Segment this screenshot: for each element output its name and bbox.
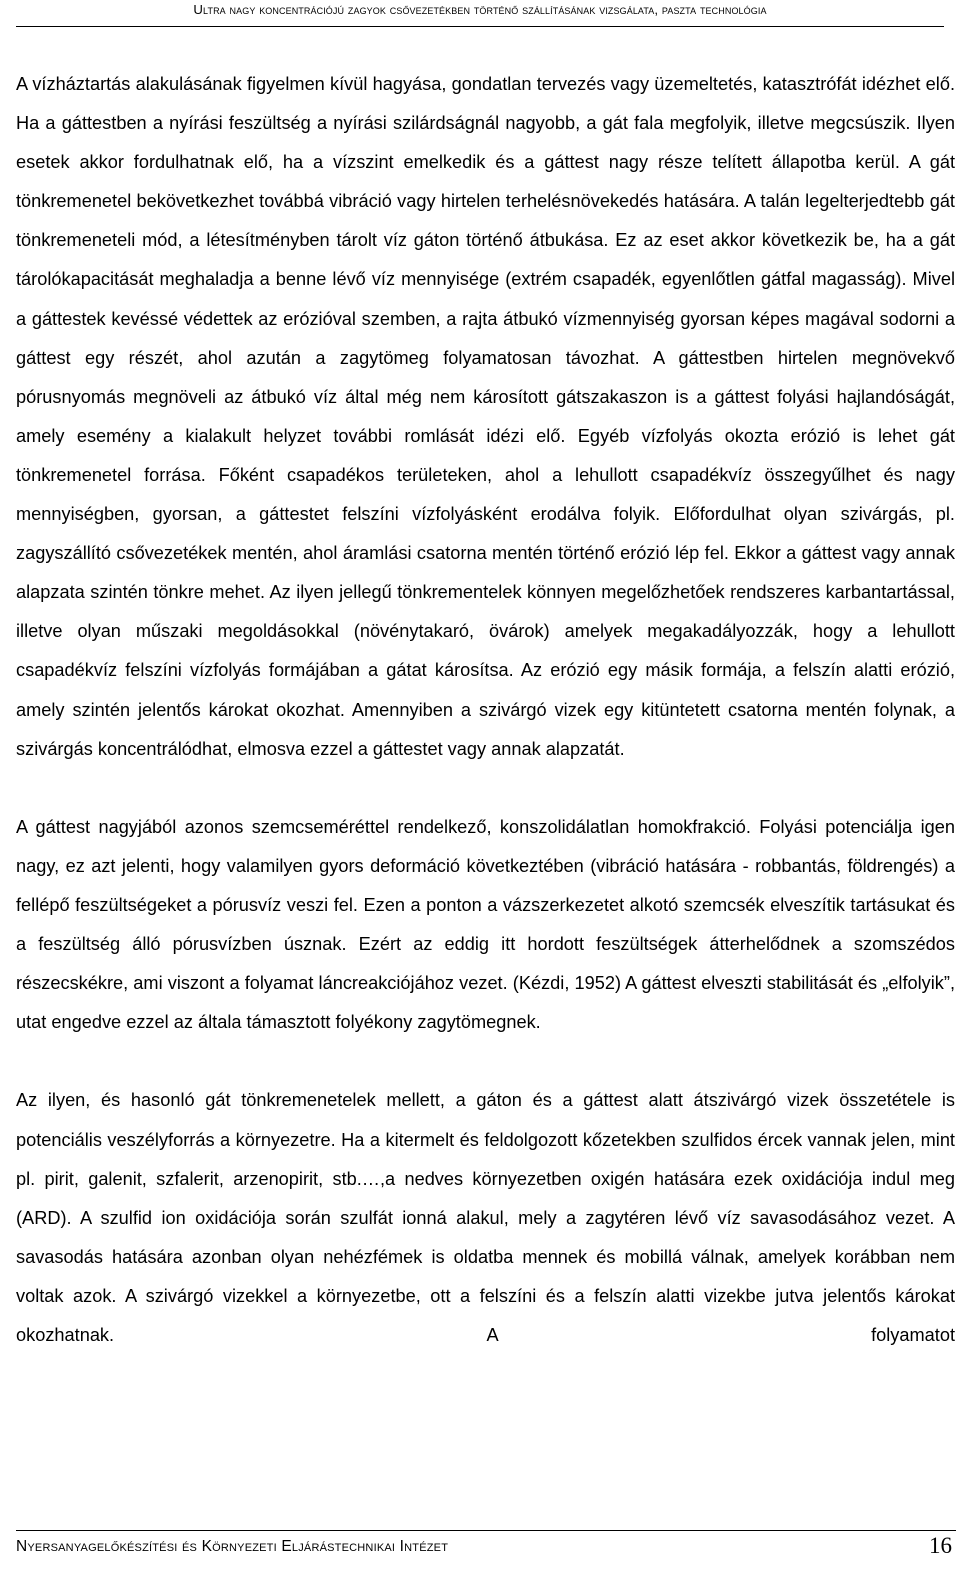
footer-organization: Nyersanyagelőkészítési és Környezeti Eljárástechnikai Intézet: [16, 1538, 449, 1555]
paragraph: Az ilyen, és hasonló gát tönkremenetelek mellett, a gáton és a gáttest alatt átszivárgó vizek összetétele is potenciális veszélyforrás a környezetre. Ha a kitermelt és feldolgozott kőzetekben szulfidos ércek vannak jelen, mint pl. pirit, galenit, szfalerit, arzenopirit, stb.…,a nedves környezetben oxigén hatására ezek oxidációja indul meg (ARD). A szulfid ion oxidációja során szulfát ionná alakul, mely a zagytéren lévő víz savasodásához vezet. A savasodás hatására azonban olyan nehézfémek is oldatba mennek és mobillá válnak, amelyek korábban nem voltak azok. A szivárgó vizekkel a környezetbe, ott a felszíni és a felszín alatti vizekbe jutva jelentős károkat okozhatnak. A folyamatot: [16, 1090, 955, 1345]
body-text: [16, 65, 955, 1355]
page-number: 16: [929, 1533, 952, 1558]
paragraph: A gáttest nagyjából azonos szemcseméréttel rendelkező, konszolidálatlan homokfrakció. Folyási potenciálja igen nagy, ez azt jelenti, hogy valamilyen gyors deformáció következtében (vibráció hatására - robbantás, földrengés) a fellépő feszültségeket a pórusvíz veszi fel. Ezen a ponton a vázszerkezetet alkotó szemcsék elveszítik tartásukat és a feszültség álló pórusvízben úsznak. Ezért az eddig itt hordott feszültségek átterhelődnek a szomszédos részecskékre, ami viszont a folyamat láncreakciójához vezet. (Kézdi, 1952) A gáttest elveszti stabilitását és „elfolyik”, utat engedve ezzel az általa támasztott folyékony zagytömegnek.: [16, 816, 955, 1033]
page-footer: [16, 1530, 956, 1563]
paragraph: A vízháztartás alakulásának figyelmen kívül hagyása, gondatlan tervezés vagy üzemeltetés, katasztrófát idézhet elő. Ha a gáttestben a nyírási feszültség a nyírási szilárdságnál nagyobb, a gát fala megfolyik, illetve megcsúszik. Ilyen esetek akkor fordulhatnak elő, ha a vízszint emelkedik és a gáttest nagy része telített állapotba kerül. A gát tönkremenetel bekövetkezhet továbbá vibráció vagy hirtelen terhelésnövekedés hatására. A talán legelterjedtebb gát tönkremeneteli mód, a létesítményben tárolt víz gáton történő átbukása. Ez az eset akkor következik be, ha a gát tárolókapacitását meghaladja a benne lévő víz mennyisége (extrém csapadék, egyenlőtlen gátfal magasság). Mivel a gáttestek kevéssé védettek az erózióval szemben, a rajta átbukó vízmennyiség gyorsan képes magával sodorni a gáttest egy részét, ahol azután a zagytömeg folyamatosan távozhat. A gáttestben hirtelen megnövekvő pórusnyomás megnöveli az átbukó víz által még nem károsított gátszakaszon is a gáttest folyási hajlandóságát, amely esemény a kialakult helyzet további romlását idézi elő. Egyéb vízfolyás okozta erózió is lehet gát tönkremenetel forrása. Főként csapadékos területeken, ahol a lehullott csapadékvíz összegyűlhet és nagy mennyiségben, gyorsan, a gáttestet felszíni vízfolyásként erodálva folyik. Előfordulhat olyan szivárgás, pl. zagyszállító csővezetékek mentén, ahol áramlási csatorna mentén történő erózió lép fel. Ekkor a gáttest vagy annak alapzata szintén tönkre mehet. Az ilyen jellegű tönkrementelek könnyen megelőzhetőek rendszeres karbantartással, illetve olyan műszaki megoldásokkal (növénytakaró, övárok) amelyek megakadályozzák, hogy a lehullott csapadékvíz felszíni vízfolyás formájában a gátat károsítsa. Az erózió egy másik formája, a felszín alatti erózió, amely szintén jelentős károkat okozhat. Amennyiben a szivárgó vizek egy kitüntetett csatorna mentén folynak, a szivárgás koncentrálódhat, elmosva ezzel a gáttestet vagy annak alapzatát.: [16, 74, 955, 759]
running-title: Ultra nagy koncentrációjú zagyok csővezetékben történő szállításának vizsgálata, paszta technológia: [193, 2, 767, 17]
running-header: [16, 0, 944, 27]
